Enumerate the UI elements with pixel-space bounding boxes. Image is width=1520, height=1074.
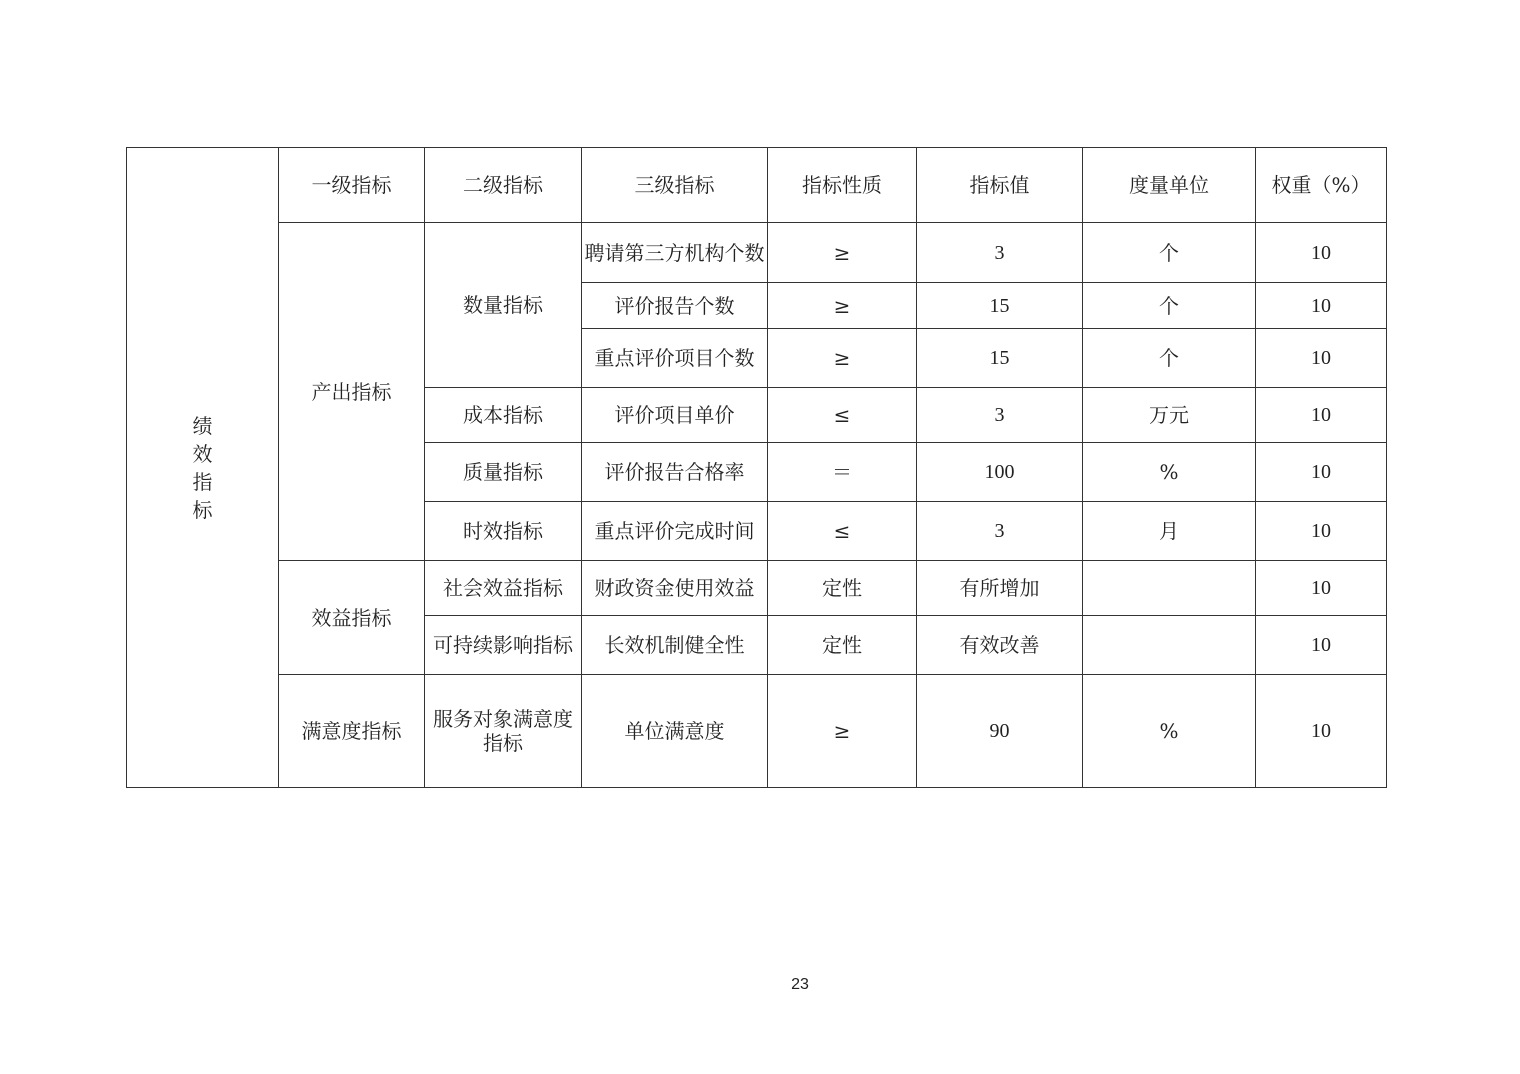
level3-cell: 评价项目单价 [582,388,768,443]
unit-cell: 个 [1083,223,1256,283]
level3-cell: 单位满意度 [582,675,768,788]
nature-cell: ≥ [768,223,917,283]
level3-cell: 重点评价完成时间 [582,502,768,561]
level3-cell: 财政资金使用效益 [582,561,768,616]
value-cell: 15 [917,283,1083,329]
weight-cell: 10 [1256,283,1387,329]
value-cell: 90 [917,675,1083,788]
unit-cell: 万元 [1083,388,1256,443]
header-cell: 二级指标 [425,148,582,223]
weight-cell: 10 [1256,616,1387,675]
level2-timeliness-cell: 时效指标 [425,502,582,561]
table-row [127,561,1387,616]
level2-quality-cell: 质量指标 [425,443,582,502]
level2-social-cell: 社会效益指标 [425,561,582,616]
value-cell: 100 [917,443,1083,502]
weight-cell: 10 [1256,223,1387,283]
nature-cell: ≤ [768,502,917,561]
weight-cell: 10 [1256,388,1387,443]
level3-cell: 评价报告个数 [582,283,768,329]
value-cell: 3 [917,388,1083,443]
table-row [127,223,1387,283]
weight-cell: 10 [1256,502,1387,561]
level2-service-cell: 服务对象满意度指标 [425,675,582,788]
level2-cost-cell: 成本指标 [425,388,582,443]
level1-benefit-cell: 效益指标 [279,561,425,675]
header-cell: 权重（%） [1256,148,1387,223]
unit-cell: 个 [1083,283,1256,329]
level2-quantity-cell: 数量指标 [425,223,582,388]
unit-cell: % [1083,443,1256,502]
nature-cell: ≥ [768,283,917,329]
group-label-cell [127,148,279,788]
table-row [127,675,1387,788]
group-label: 绩效指标 [192,413,213,522]
unit-cell [1083,616,1256,675]
level3-cell: 长效机制健全性 [582,616,768,675]
weight-cell: 10 [1256,561,1387,616]
page-number: 23 [791,976,809,993]
weight-cell: 10 [1256,675,1387,788]
weight-cell: 10 [1256,329,1387,388]
level3-cell: 评价报告合格率 [582,443,768,502]
nature-cell: ＝ [768,443,917,502]
value-cell: 3 [917,223,1083,283]
unit-cell: 月 [1083,502,1256,561]
nature-cell: 定性 [768,561,917,616]
value-cell: 有效改善 [917,616,1083,675]
nature-cell: ≤ [768,388,917,443]
header-cell: 三级指标 [582,148,768,223]
unit-cell [1083,561,1256,616]
unit-cell: % [1083,675,1256,788]
level3-cell: 重点评价项目个数 [582,329,768,388]
header-cell: 度量单位 [1083,148,1256,223]
level1-satisfaction-cell: 满意度指标 [279,675,425,788]
nature-cell: ≥ [768,675,917,788]
value-cell: 有所增加 [917,561,1083,616]
level2-sustainable-cell: 可持续影响指标 [425,616,582,675]
weight-cell: 10 [1256,443,1387,502]
value-cell: 3 [917,502,1083,561]
value-cell: 15 [917,329,1083,388]
header-row [127,148,1387,223]
header-cell: 一级指标 [279,148,425,223]
unit-cell: 个 [1083,329,1256,388]
nature-cell: ≥ [768,329,917,388]
header-cell: 指标值 [917,148,1083,223]
level1-output-cell: 产出指标 [279,223,425,561]
level3-cell: 聘请第三方机构个数 [582,223,768,283]
performance-indicator-table [126,147,1387,788]
header-cell: 指标性质 [768,148,917,223]
nature-cell: 定性 [768,616,917,675]
